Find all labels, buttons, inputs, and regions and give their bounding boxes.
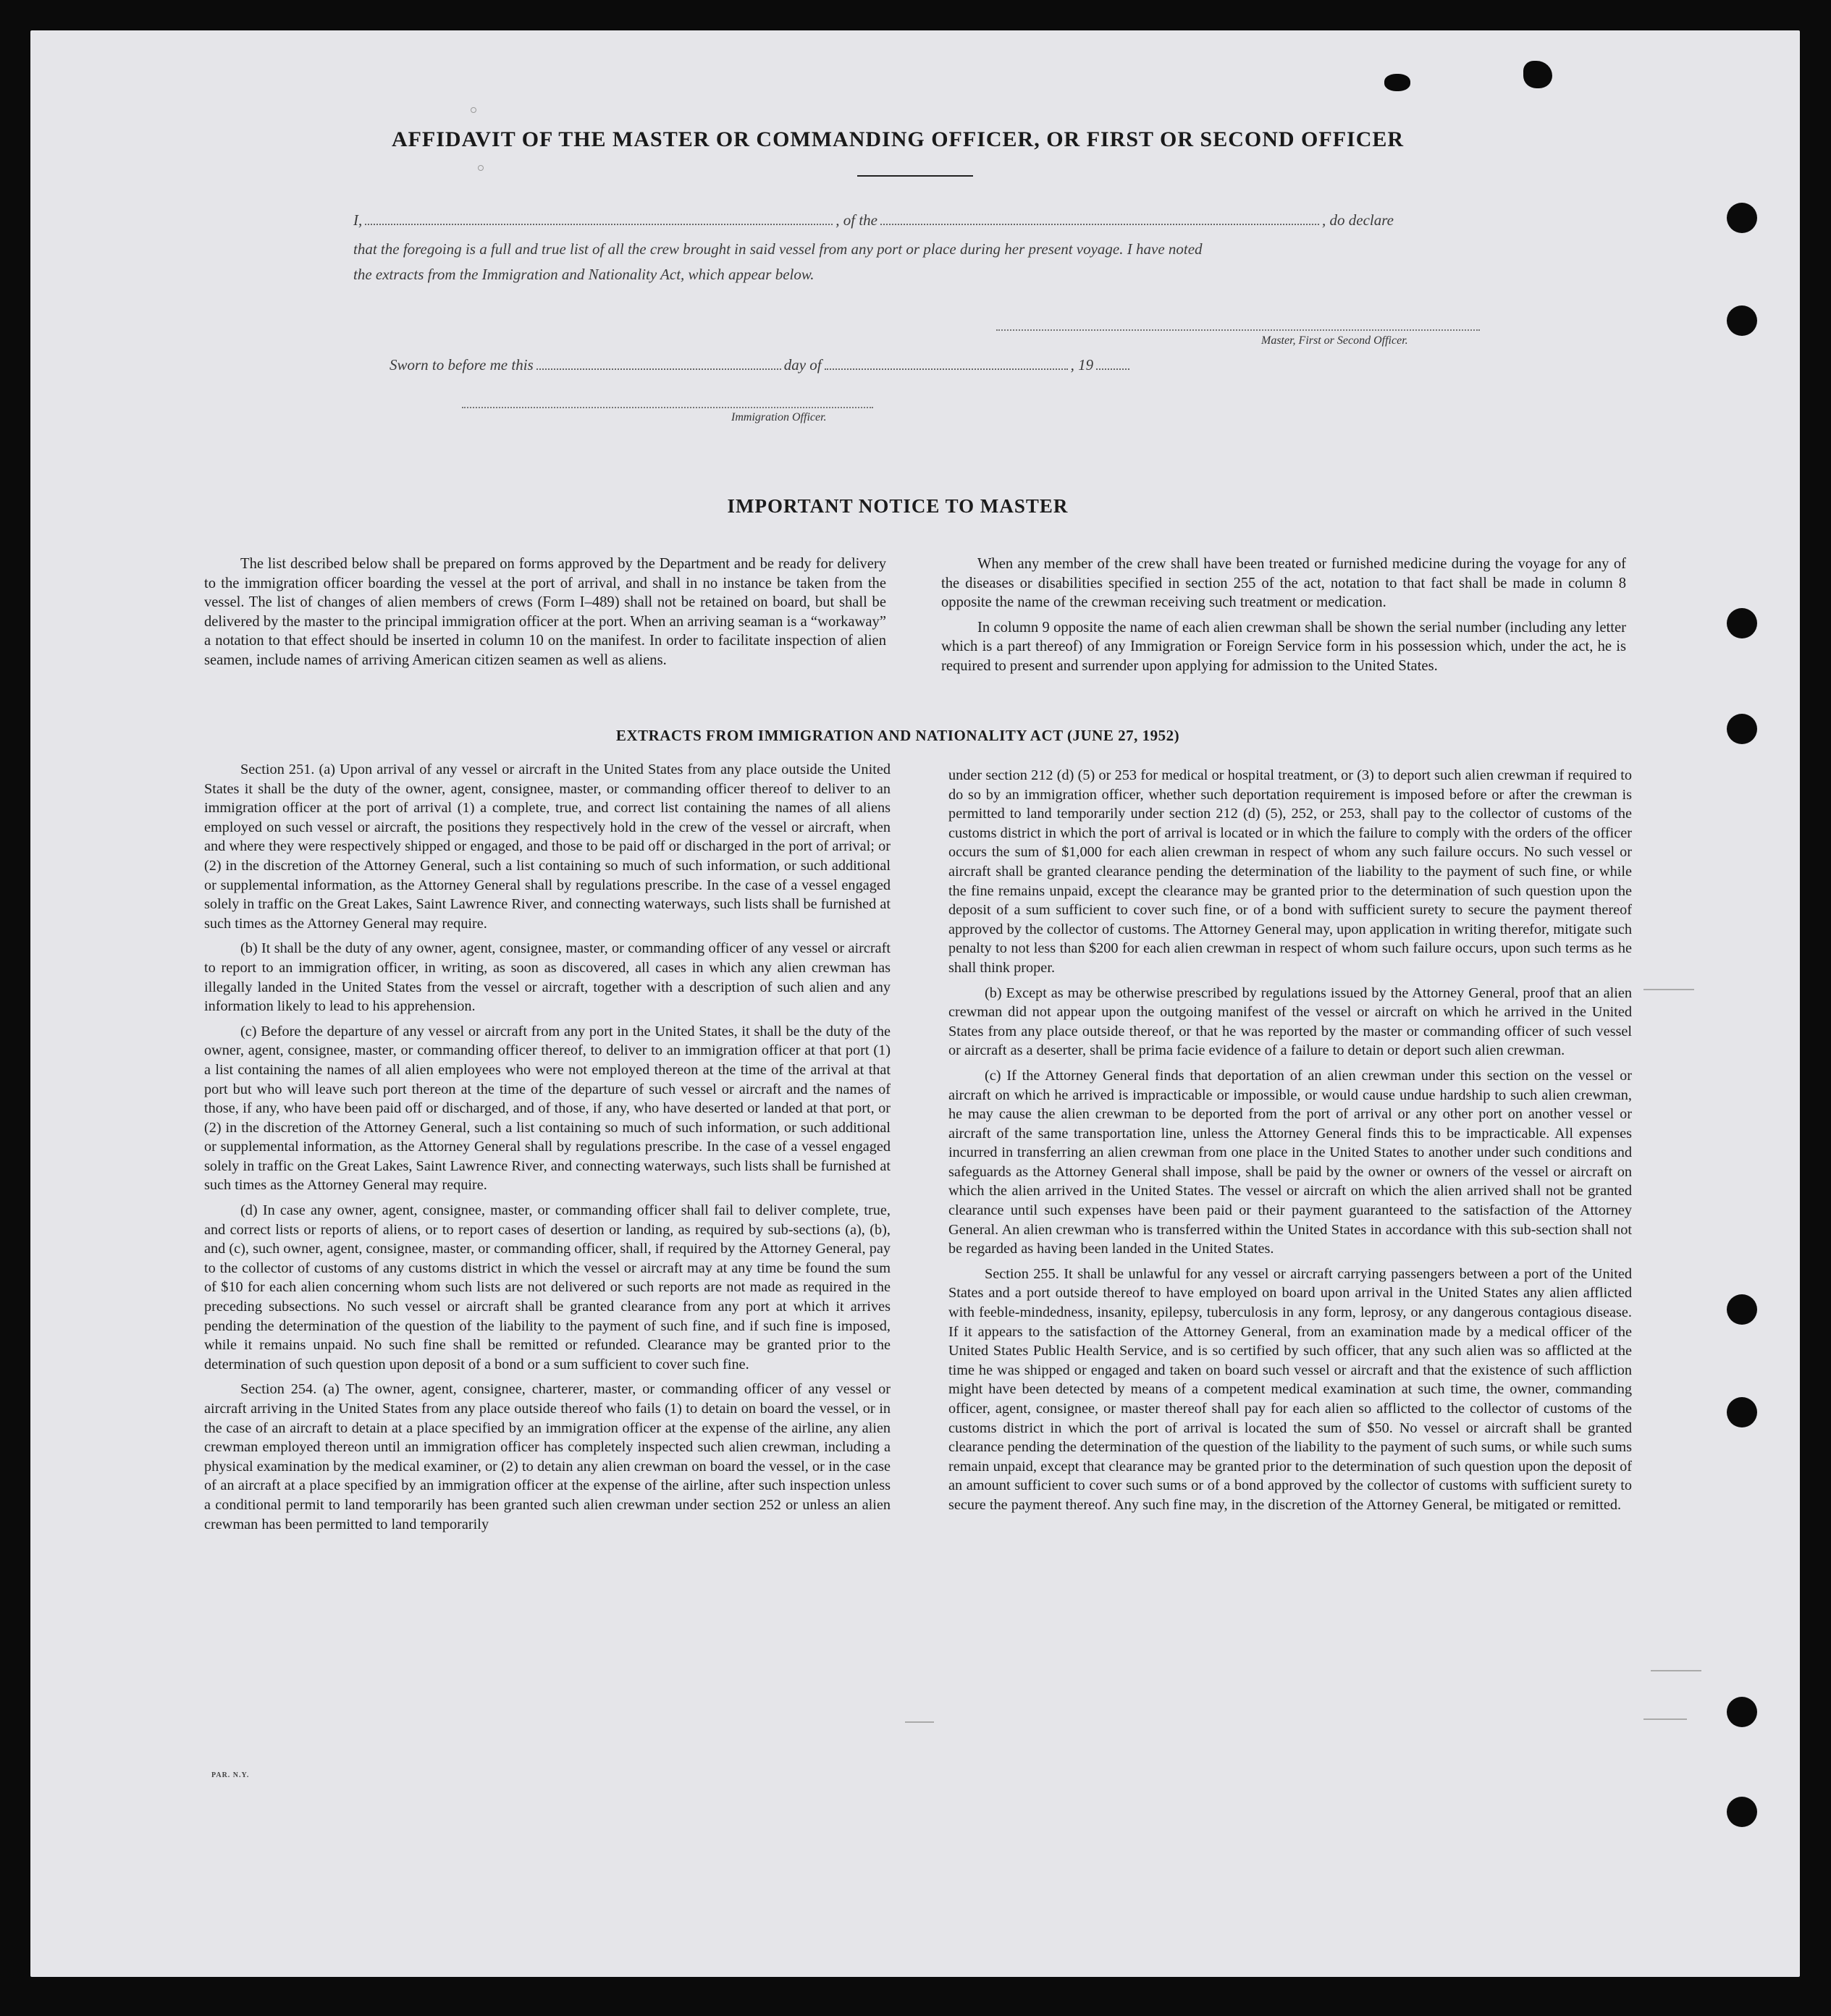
extracts-left-column bbox=[204, 760, 891, 1540]
sworn-day-field[interactable] bbox=[536, 358, 781, 370]
notice-paragraph: When any member of the crew shall have been treated or furnished medicine during the voyage for any of the diseases or disabilities specified in section 255 of the act, notation to that fact shall be made in column 8 opposite the name of the crewman receiving such treatment or medication. bbox=[941, 556, 1626, 611]
notice-right-column bbox=[941, 554, 1626, 682]
margin-mark bbox=[1651, 1670, 1701, 1671]
speck bbox=[478, 165, 484, 171]
vessel-name-field[interactable] bbox=[880, 214, 1319, 225]
officer-signature-line[interactable] bbox=[462, 407, 873, 408]
section-254b: (b) Except as may be otherwise prescribed by regulations issued by the Attorney General, proof that an alien crewman did not appear upon the outgoing manifest of the vessel or aircraft on which he arrived in the United States from any place outside thereof, or that he was reported by the master or commanding officer of such vessel or aircraft as a deserter, shall be prima facie evidence of a failure to detain or deport such alien crewman. bbox=[948, 984, 1632, 1059]
declarant-prefix: I, bbox=[353, 211, 363, 229]
punch-hole bbox=[1727, 608, 1757, 638]
sworn-year-field[interactable] bbox=[1096, 358, 1129, 370]
margin-mark bbox=[1643, 989, 1694, 990]
ink-blot bbox=[1384, 74, 1410, 91]
margin-mark bbox=[905, 1721, 934, 1723]
extracts-title: EXTRACTS FROM IMMIGRATION AND NATIONALITY ACT (JUNE 27, 1952) bbox=[615, 727, 1180, 744]
declaration-text: that the foregoing is a full and true list of all the crew brought in said vessel from any port or place during her present voyage. I have noted bbox=[353, 240, 1203, 258]
notice-left-column bbox=[204, 554, 886, 676]
declarant-name-field[interactable] bbox=[365, 214, 833, 225]
sworn-label: Sworn to before me this bbox=[390, 356, 534, 374]
notice-title: IMPORTANT NOTICE TO MASTER bbox=[727, 495, 1069, 517]
master-caption: Master, First or Second Officer. bbox=[1261, 334, 1408, 347]
section-251b: (b) It shall be the duty of any owner, agent, consignee, master, or commanding officer of any vessel or aircraft to report to an immigration officer, in writing, as soon as discovered, all cases in which any alien crewman has illegally landed in the United States from the vessel or aircraft, together with a description of such alien and any information likely to lead to his apprehension. bbox=[204, 940, 891, 1015]
of-the-label: , of the bbox=[835, 211, 877, 229]
sworn-month-field[interactable] bbox=[825, 358, 1068, 370]
sworn-line bbox=[390, 356, 1229, 374]
do-declare-label: , do declare bbox=[1322, 211, 1394, 229]
title-rule bbox=[857, 175, 973, 177]
printer-mark: PAR. N.Y. bbox=[211, 1771, 250, 1779]
punch-hole bbox=[1727, 203, 1757, 233]
ink-blot bbox=[1523, 61, 1552, 88]
extracts-right-column bbox=[948, 766, 1632, 1521]
section-251c: (c) Before the departure of any vessel or aircraft from any port in the United States, it shall be the duty of the owner, agent, consignee, master, or commanding officer thereof, to deliver to an immigration officer at that port (1) a list containing the names of all alien employees who were not employed thereon at the time of the arrival at that port but who will leave such port thereon at the time of the departure of such vessel or aircraft and the names of those, if any, who have been paid off or discharged, and of those, if any, who have deserted or landed at that port, or (2) in the discretion of the Attorney General, such a list containing so much of such information, or such additional or supplemental information, as the Attorney General shall by regulations prescribe. In the case of a vessel engaged solely in traffic on the Great Lakes, Saint Lawrence River, and connecting waterways, such lists shall be furnished at such times as the Attorney General may require. bbox=[204, 1023, 891, 1194]
speck bbox=[471, 107, 476, 113]
declaration-line bbox=[353, 211, 1480, 229]
section-251d: (d) In case any owner, agent, consignee, master, or commanding officer shall fail to deliver complete, true, and correct lists or reports of aliens, or to report cases of desertion or landing, as required by sub-sections (a), (b), and (c), such owner, agent, consignee, master, or commanding officer, shall, if required by the Attorney General, pay to the collector of customs of any customs district in which the vessel or aircraft may at any time be found the sum of $10 for each alien concerning whom such lists are not delivered or such reports are not made as required in the preceding subsections. No such vessel or aircraft shall be granted clearance from any port at which it arrives pending the determination of the question of the liability to the payment of such fine, and if such fine is imposed, while it remains unpaid. No such fine shall be remitted or refunded. Clearance may be granted prior to the determination of such question upon deposit of a bond or a sum sufficient to cover such fine. bbox=[204, 1202, 891, 1372]
punch-hole bbox=[1727, 1294, 1757, 1325]
notice-paragraph: In column 9 opposite the name of each alien crewman shall be shown the serial number (including any letter which is a part thereof) of any Immigration or Foreign Service form in his possession which, under the act, he is required to present and surrender upon applying for admission to the United States. bbox=[941, 619, 1626, 674]
master-signature-line[interactable] bbox=[996, 329, 1480, 331]
margin-mark bbox=[1643, 1718, 1687, 1720]
day-of-label: day of bbox=[783, 356, 822, 374]
section-255: Section 255. It shall be unlawful for any vessel or aircraft carrying passengers between a port of the United States and a port outside thereof to have employed on board upon arrival in the United States any alien afflicted with feeble-mindedness, insanity, epilepsy, tuberculosis in any form, leprosy, or any dangerous contagious disease. If it appears to the satisfaction of the Attorney General, from an examination made by a medical officer of the United States Public Health Service, and is so certified by such officer, that any such alien was so afflicted at the time he was shipped or engaged and taken on board such vessel or aircraft and that the existence of such affliction might have been detected by means of a competent medical examination at such time, the owner, commanding officer, agent, consignee, or master thereof shall pay for each alien so afflicted to the collector of customs of the customs district in which the port of arrival is located the sum of $50. No vessel or aircraft shall be granted clearance pending the determination of the question of the liability to the payment of such sums, or while such sums remain unpaid, except that clearance may be granted prior to the determination of such question upon the deposit of an amount sufficient to cover such sums or of a bond approved by the collector of customs with sufficient surety to secure the payment thereof. Any such fine may, in the discretion of the Attorney General, be mitigated or remitted. bbox=[948, 1265, 1632, 1513]
punch-hole bbox=[1727, 1797, 1757, 1827]
section-251a: Section 251. (a) Upon arrival of any vessel or aircraft in the United States from any place outside the United States it shall be the duty of the owner, agent, consignee, master, or commanding officer thereof to deliver to an immigration officer at the port of arrival (1) a complete, true, and correct list containing the names of all aliens employed on such vessel or aircraft, the positions they respectively hold in the crew of the vessel or aircraft, when and where they were respectively shipped or engaged, and those to be paid off or discharged in the port of arrival; or (2) in the discretion of the Attorney General, such a list containing so much of such information, or such additional or supplemental information, as the Attorney General shall by regulations prescribe. In the case of a vessel engaged solely in traffic on the Great Lakes, Saint Lawrence River, and connecting waterways, such lists shall be furnished at such times as the Attorney General may require. bbox=[204, 762, 891, 932]
affidavit-title: AFFIDAVIT OF THE MASTER OR COMMANDING OFFICER, OR FIRST OR SECOND OFFICER bbox=[391, 127, 1405, 151]
officer-caption: Immigration Officer. bbox=[731, 411, 827, 423]
section-254a-cont: under section 212 (d) (5) or 253 for medical or hospital treatment, or (3) to deport such alien crewman if required to do so by an immigration officer, whether such deportation requirement is imposed before or after the crewman is permitted to land temporarily under section 212 (d) (5), 252, or 253, shall pay to the collector of customs of the customs district in which the port of arrival is located or in which the failure to comply with the orders of the officer occurs the sum of $1,000 for each alien crewman in respect of whom any such failure occurs. No such vessel or aircraft shall be granted clearance pending the determination of the liability to the payment of such fine, or while the fine remains unpaid, except the clearance may be granted prior to the determination of such question upon the deposit of a sum sufficient to cover such fine, or of a bond with sufficient surety to secure the payment thereof approved by the collector of customs. The Attorney General may, upon application in writing therefor, mitigate such penalty to not less than $200 for each alien crewman in respect of whom such failure occurs, upon such terms as he shall think proper. bbox=[948, 767, 1632, 976]
notice-paragraph: The list described below shall be prepared on forms approved by the Department and be ready for delivery to the immigration officer boarding the vessel at the port of arrival, and shall in no instance be taken from the vessel. The list of changes of alien members of crews (Form I–489) shall not be retained on board, but shall be delivered by the master to the principal immigration officer at the port. When an arriving seaman is a “workaway” a notation to that effect should be inserted in column 10 on the manifest. In order to facilitate inspection of alien seamen, include names of arriving American citizen seamen as well as aliens. bbox=[204, 556, 886, 668]
punch-hole bbox=[1727, 714, 1757, 744]
punch-hole bbox=[1727, 1397, 1757, 1427]
section-254a: Section 254. (a) The owner, agent, consignee, charterer, master, or commanding officer of any vessel or aircraft arriving in the United States from any place outside thereof who fails (1) to detain on board the vessel, or in the case of an aircraft to detain at a place specified by an immigration officer at the expense of the airline, any alien crewman employed thereon until an immigration officer has completely inspected such alien crewman, including a physical examination by the medical examiner, or (2) to detain any alien crewman on board the vessel, or in the case of an aircraft at a place specified by an immigration officer at the expense of the airline, after such inspection unless a conditional permit to land temporarily has been granted such alien crewman under section 252 or unless an alien crewman has been permitted to land temporarily bbox=[204, 1381, 891, 1532]
year-label: , 19 bbox=[1070, 356, 1094, 374]
punch-hole bbox=[1727, 305, 1757, 336]
declaration-text: the extracts from the Immigration and Nationality Act, which appear below. bbox=[353, 266, 815, 283]
punch-hole bbox=[1727, 1697, 1757, 1727]
section-254c: (c) If the Attorney General finds that deportation of an alien crewman under this section on the vessel or aircraft on which he arrived is impracticable or impossible, or would cause undue hardship to such alien crewman, he may cause the alien crewman to be deported from the port of arrival or any other port on another vessel or aircraft of the same transportation line, unless the Attorney General finds this to be impracticable. All expenses incurred in transferring an alien crewman from one place in the United States to another under such conditions and safeguards as the Attorney General shall impose, shall be paid by the owner or owners of the vessel or aircraft on which the alien arrived in the United States. The vessel or aircraft on which the alien arrived shall not be granted clearance until such expenses have been paid or their payment guaranteed to the satisfaction of the Attorney General. An alien crewman who is transferred within the United States in accordance with this sub-section shall not be regarded as having been landed in the United States. bbox=[948, 1067, 1632, 1257]
